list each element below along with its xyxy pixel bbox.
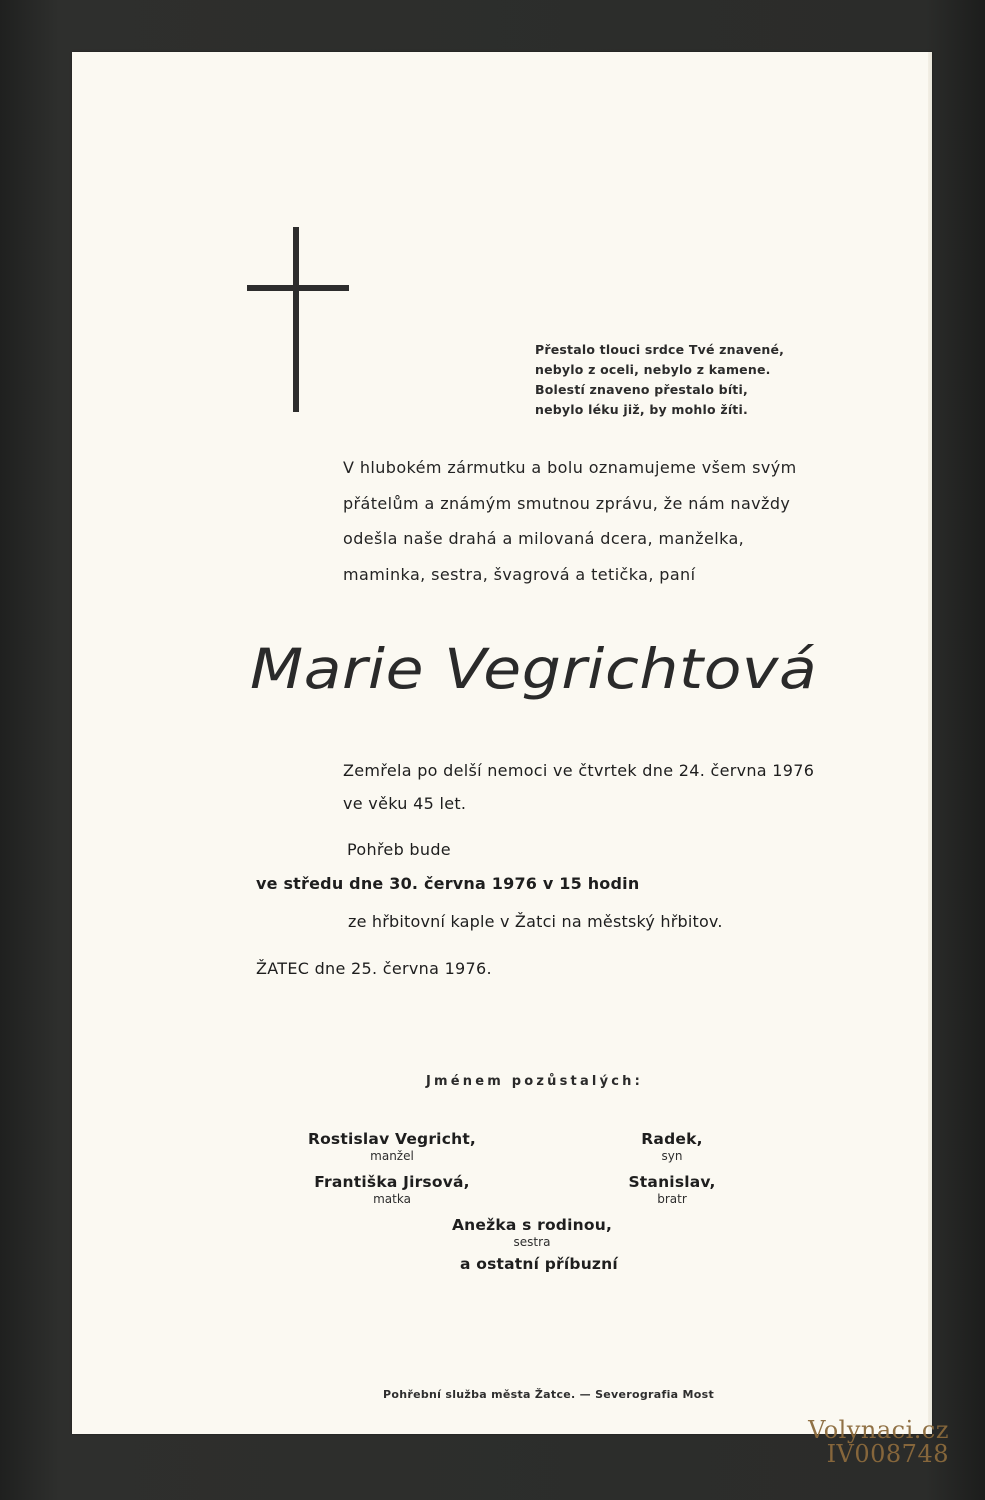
survivor-anezka: [432, 1215, 632, 1250]
place-and-date: ŽATEC dne 25. června 1976.: [256, 959, 492, 978]
cross-vertical-bar: [293, 227, 299, 412]
survivor-relation: syn: [661, 1149, 683, 1163]
announcement-line: V hlubokém zármutku a bolu oznamujeme všem svým: [343, 458, 797, 477]
survivor-relation: sestra: [513, 1235, 551, 1249]
other-relatives: a ostatní příbuzní: [460, 1255, 618, 1273]
watermark: [808, 1418, 949, 1466]
survivor-name: Radek,: [641, 1130, 703, 1148]
funeral-date-time: ve středu dne 30. června 1976 v 15 hodin: [256, 874, 640, 893]
cross-horizontal-bar: [247, 285, 349, 291]
death-age-line: ve věku 45 let.: [343, 794, 467, 813]
survivor-frantiska: [292, 1172, 492, 1207]
survivor-radek: [607, 1129, 737, 1164]
survivor-name: Anežka s rodinou,: [451, 1216, 613, 1234]
funeral-label: Pohřeb bude: [347, 840, 451, 859]
obituary-sheet: [72, 52, 932, 1434]
death-date-line: Zemřela po delší nemoci ve čtvrtek dne 24. června 1976: [343, 761, 815, 780]
survivor-relation: matka: [373, 1192, 411, 1206]
poem: [535, 340, 784, 420]
poem-line: Bolestí znaveno přestalo bíti,: [535, 382, 748, 397]
paper-edge-shadow: [928, 52, 932, 1434]
survivor-relation: bratr: [657, 1192, 687, 1206]
funeral-place: ze hřbitovní kaple v Žatci na městský hřbitov.: [348, 912, 723, 931]
poem-line: Přestalo tlouci srdce Tvé znavené,: [535, 342, 785, 357]
survivors-heading: Jménem pozůstalých:: [426, 1074, 644, 1089]
survivor-name: Rostislav Vegricht,: [307, 1130, 477, 1148]
poem-line: nebylo léku již, by mohlo žíti.: [535, 402, 748, 417]
watermark-site: Volynaci.cz: [808, 1416, 949, 1444]
survivor-rostislav: [292, 1129, 492, 1164]
survivor-name: Františka Jirsová,: [314, 1173, 470, 1191]
survivor-name: Stanislav,: [628, 1173, 716, 1191]
announcement-line: přátelům a známým smutnou zprávu, že nám navždy: [343, 493, 791, 513]
announcement-line: odešla naše drahá a milovaná dcera, manželka,: [343, 529, 745, 548]
printer-footer: Pohřební služba města Žatce. — Severografia Most: [383, 1388, 715, 1401]
death-info: [343, 754, 814, 820]
poem-line: nebylo z oceli, nebylo z kamene.: [535, 362, 771, 377]
deceased-name: Marie Vegrichtová: [250, 637, 818, 701]
watermark-id: IV008748: [826, 1440, 949, 1468]
survivor-relation: manžel: [370, 1149, 414, 1163]
announcement-text: [343, 450, 797, 592]
survivor-stanislav: [607, 1172, 737, 1207]
announcement-line: maminka, sestra, švagrová a tetička, paní: [343, 564, 696, 584]
